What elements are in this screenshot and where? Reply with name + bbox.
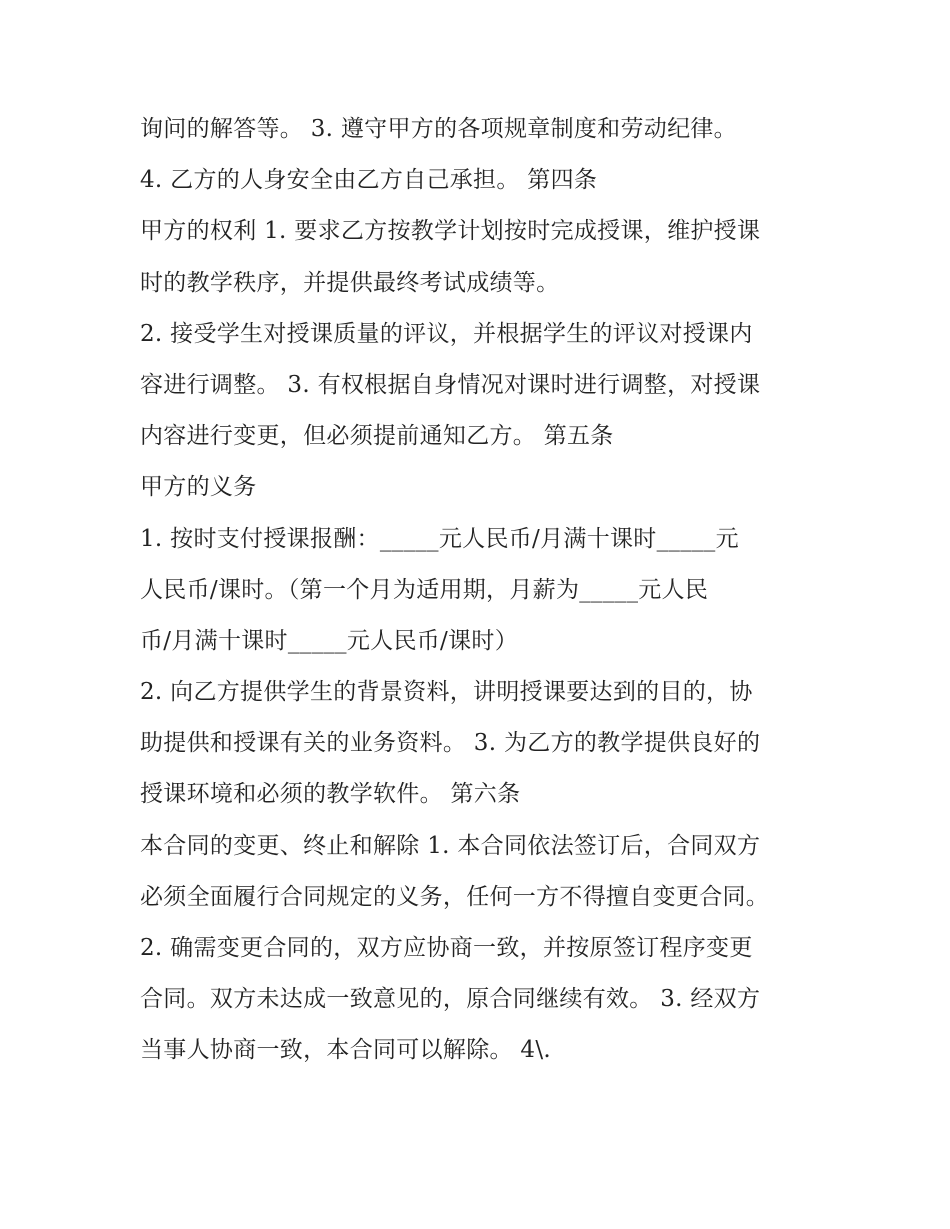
contract-text-block (140, 104, 820, 1077)
text-line: 1. 按时支付授课报酬：_____元人民币/月满十课时_____元 (140, 525, 739, 552)
text-line: 币/月满十课时_____元人民币/课时） (140, 627, 518, 654)
text-line: 询问的解答等。 3. 遵守甲方的各项规章制度和劳动纪律。 (140, 116, 737, 142)
text-line: 合同。双方未达成一致意见的，原合同继续有效。 3. 经双方 (140, 986, 761, 1013)
text-line: 必须全面履行合同规定的义务，任何一方不得擅自变更合同。 (140, 883, 770, 910)
text-line: 4. 乙方的人身安全由乙方自己承担。 第四条 (140, 167, 598, 194)
text-line: 时的教学秩序，并提供最终考试成绩等。 (140, 269, 560, 296)
text-line: 2. 向乙方提供学生的背景资料，讲明授课要达到的目的，协 (140, 679, 753, 706)
text-line: 甲方的权利 1. 要求乙方按教学计划按时完成授课，维护授课 (140, 218, 761, 245)
text-line: 2. 接受学生对授课质量的评议，并根据学生的评议对授课内 (140, 320, 753, 347)
text-line: 当事人协商一致，本合同可以解除。 4\. (140, 1037, 552, 1064)
text-line: 内容进行变更，但必须提前通知乙方。 第五条 (140, 423, 614, 450)
text-line: 授课环境和必须的教学软件。 第六条 (140, 781, 521, 808)
text-line: 人民币/课时。（第一个月为适用期，月薪为_____元人民 (140, 576, 709, 603)
text-line: 2. 确需变更合同的，双方应协商一致，并按原签订程序变更 (140, 935, 753, 961)
text-line: 助提供和授课有关的业务资料。 3. 为乙方的教学提供良好的 (140, 730, 761, 757)
text-line: 容进行调整。 3. 有权根据自身情况对课时进行调整，对授课 (140, 371, 761, 398)
section-heading: 甲方的义务 (140, 474, 257, 501)
text-line: 本合同的变更、终止和解除 1. 本合同依法签订后，合同双方 (140, 832, 761, 859)
